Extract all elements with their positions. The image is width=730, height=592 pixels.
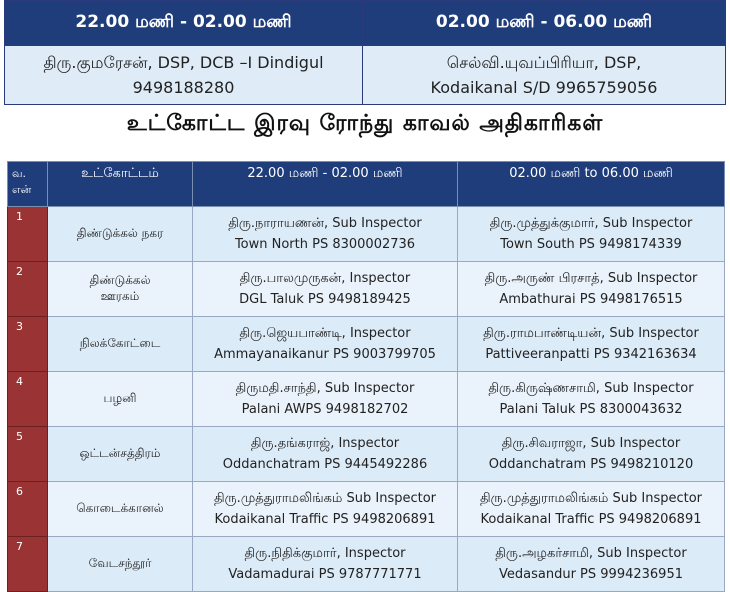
shift1-officer-name: திரு.ஜெயபாண்டி, Inspector (239, 326, 411, 341)
row-number: 4 (8, 372, 48, 427)
table-row (8, 262, 725, 317)
subdivision-cell (48, 317, 193, 372)
shift2-officer-name: திரு.முத்துக்குமார், Sub Inspector (489, 216, 693, 231)
patrol-officers-table (7, 161, 725, 592)
shift2-officer-name: திரு.சிவராஜா, Sub Inspector (501, 436, 681, 451)
row-number: 6 (8, 482, 48, 537)
top-shift2-officer-name: செல்வி.யுவப்பிரியா, DSP, (446, 53, 642, 72)
table-row (8, 482, 725, 537)
shift2-officer-station: Palani Taluk PS 8300043632 (499, 402, 683, 417)
shift1-officer-name: திரு.தங்கராஜ், Inspector (250, 436, 400, 451)
shift1-officer-cell (193, 427, 458, 482)
shift2-officer-cell (458, 482, 725, 537)
subdivision-cell (48, 372, 193, 427)
row-number: 2 (8, 262, 48, 317)
shift1-officer-name: திருமதி.சாந்தி, Sub Inspector (235, 381, 415, 396)
top-shift2-officer (363, 46, 726, 105)
shift2-officer-cell (458, 262, 725, 317)
shift2-officer-station: Kodaikanal Traffic PS 9498206891 (480, 512, 702, 527)
shift1-officer-station: Kodaikanal Traffic PS 9498206891 (214, 512, 436, 527)
table-row (8, 372, 725, 427)
shift2-officer-station: Ambathurai PS 9498176515 (499, 292, 683, 307)
subdivision-name: வேடசந்தூர் (88, 556, 152, 570)
shift1-officer-station: DGL Taluk PS 9498189425 (239, 292, 411, 307)
col-header-shift1: 22.00 மணி - 02.00 மணி (193, 162, 458, 207)
shift2-officer-name: திரு.முத்துராமலிங்கம் Sub Inspector (479, 491, 703, 506)
shift2-officer-name: திரு.ராமபாண்டியன், Sub Inspector (483, 326, 699, 341)
shift1-officer-station: Vadamadurai PS 9787771771 (228, 567, 422, 582)
row-number: 3 (8, 317, 48, 372)
row-number: 7 (8, 537, 48, 592)
top-officer-panel (4, 0, 726, 105)
shift1-officer-cell (193, 372, 458, 427)
shift2-officer-cell (458, 372, 725, 427)
shift2-officer-name: திரு.அழகர்சாமி, Sub Inspector (495, 546, 687, 561)
shift1-officer-station: Palani AWPS 9498182702 (241, 402, 409, 417)
page-title: உட்கோட்ட இரவு ரோந்து காவல் அதிகாரிகள் (126, 111, 604, 136)
shift2-officer-cell (458, 537, 725, 592)
subdivision-name: ஒட்டன்சத்திரம் (79, 446, 161, 460)
shift2-officer-station: Pattiveeranpatti PS 9342163634 (485, 347, 697, 362)
shift1-officer-cell (193, 317, 458, 372)
top-shift1-officer-name: திரு.குமரேசன், DSP, DCB –I Dindigul (43, 53, 324, 72)
subdivision-name: பழனி (103, 391, 137, 405)
subdivision-name: நிலக்கோட்டை (79, 336, 161, 350)
shift2-officer-name: திரு.அருண் பிரசாத், Sub Inspector (484, 271, 698, 286)
table-header-row (8, 162, 725, 207)
subdivision-cell (48, 262, 193, 317)
shift1-officer-cell (193, 537, 458, 592)
top-shift1-officer-phone: 9498188280 (132, 78, 235, 97)
table-row (8, 317, 725, 372)
table-row (8, 207, 725, 262)
col-header-shift2: 02.00 மணி to 06.00 மணி (458, 162, 725, 207)
subdivision-cell (48, 207, 193, 262)
top-shift2-officer-phone: Kodaikanal S/D 9965759056 (430, 78, 658, 97)
shift1-officer-cell (193, 262, 458, 317)
shift1-officer-station: Town North PS 8300002736 (234, 237, 416, 252)
shift1-officer-name: திரு.முத்துராமலிங்கம் Sub Inspector (213, 491, 437, 506)
row-number: 1 (8, 207, 48, 262)
shift2-officer-station: Oddanchatram PS 9498210120 (488, 457, 694, 472)
subdivision-cell (48, 537, 193, 592)
subdivision-name: திண்டுக்கல் நகர (76, 226, 164, 240)
table-row (8, 537, 725, 592)
shift2-officer-station: Town South PS 9498174339 (500, 237, 682, 252)
col-header-subdivision: உட்கோட்டம் (48, 162, 193, 207)
shift2-officer-station: Vedasandur PS 9994236951 (499, 567, 683, 582)
subdivision-cell (48, 482, 193, 537)
shift1-officer-cell (193, 207, 458, 262)
shift1-officer-station: Ammayanaikanur PS 9003799705 (214, 347, 436, 362)
top-shift2-header: 02.00 மணி - 06.00 மணி (363, 1, 726, 46)
col-header-number: வ. என் (8, 162, 48, 207)
shift2-officer-name: திரு.கிருஷ்ணசாமி, Sub Inspector (488, 381, 694, 396)
shift2-officer-cell (458, 317, 725, 372)
shift2-officer-cell (458, 207, 725, 262)
table-row (8, 427, 725, 482)
subdivision-cell (48, 427, 193, 482)
shift2-officer-cell (458, 427, 725, 482)
shift1-officer-name: திரு.நிதிக்குமார், Inspector (244, 546, 406, 561)
subdivision-name: கொடைக்கானல் (76, 501, 164, 515)
shift1-officer-cell (193, 482, 458, 537)
shift1-officer-station: Oddanchatram PS 9445492286 (222, 457, 428, 472)
top-shift1-officer (5, 46, 363, 105)
row-number: 5 (8, 427, 48, 482)
top-shift1-header: 22.00 மணி - 02.00 மணி (5, 1, 363, 46)
shift1-officer-name: திரு.பாலமுருகன், Inspector (239, 271, 411, 286)
subdivision-name: திண்டுக்கல் ஊரகம் (89, 273, 151, 303)
shift1-officer-name: திரு.நாராயணன், Sub Inspector (228, 216, 422, 231)
